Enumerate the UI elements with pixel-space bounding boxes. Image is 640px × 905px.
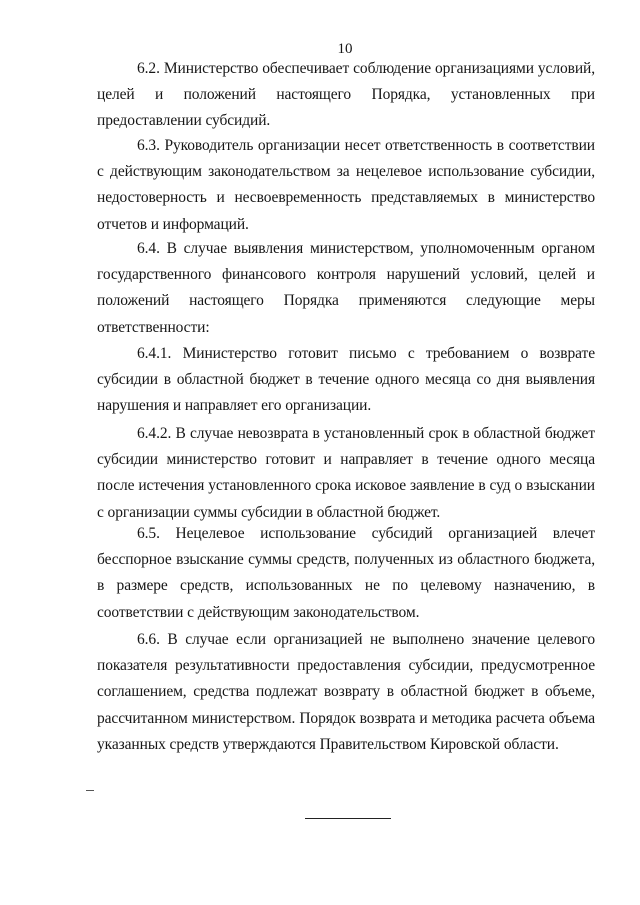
paragraph-6-3: 6.3. Руководитель организации несет ответственность в соответствии с действующим законодательством за нецелевое использование субсидии, недостоверность и несвоевременность представляемых в министерство отчетов и информаций. [97,137,595,233]
paragraph-6-5: 6.5. Нецелевое использование субсидий организацией влечет бесспорное взыскание суммы средств, полученных из областного бюджета, в размере средств, использованных не по целевому назначению, в соответствии с действующим законодательством. [97,525,595,621]
paragraph-6-2: 6.2. Министерство обеспечивает соблюдение организациями условий, целей и положений настоящего Порядка, установленных при предоставлении субсидий. [97,60,595,130]
paragraph-6-4-2: 6.4.2. В случае невозврата в установленный срок в областной бюджет субсидии министерство готовит и направляет в течение одного месяца после истечения установленного срока исковое заявление в суд о взыскании с организации суммы субсидии в областной бюджет. [97,425,595,521]
end-rule [305,818,391,819]
page-number: 10 [337,41,353,57]
paragraph-6-4: 6.4. В случае выявления министерством, уполномоченным органом государственного финансового контроля нарушений условий, целей и положений настоящего Порядка применяются следующие меры ответственности: [97,240,595,336]
paragraph-6-6: 6.6. В случае если организацией не выполнено значение целевого показателя результативности предоставления субсидии, предусмотренное соглашением, средства подлежат возврату в областной бюджет в объеме, рассчитанном министерством. Порядок возврата и методика расчета объема указанных средств утверждаются Правительством Кировской области. [97,631,595,753]
paragraph-6-4-1: 6.4.1. Министерство готовит письмо с требованием о возврате субсидии в областной бюджет в течение одного месяца со дня выявления нарушения и направляет его организации. [97,345,595,415]
scan-mark [86,790,94,791]
